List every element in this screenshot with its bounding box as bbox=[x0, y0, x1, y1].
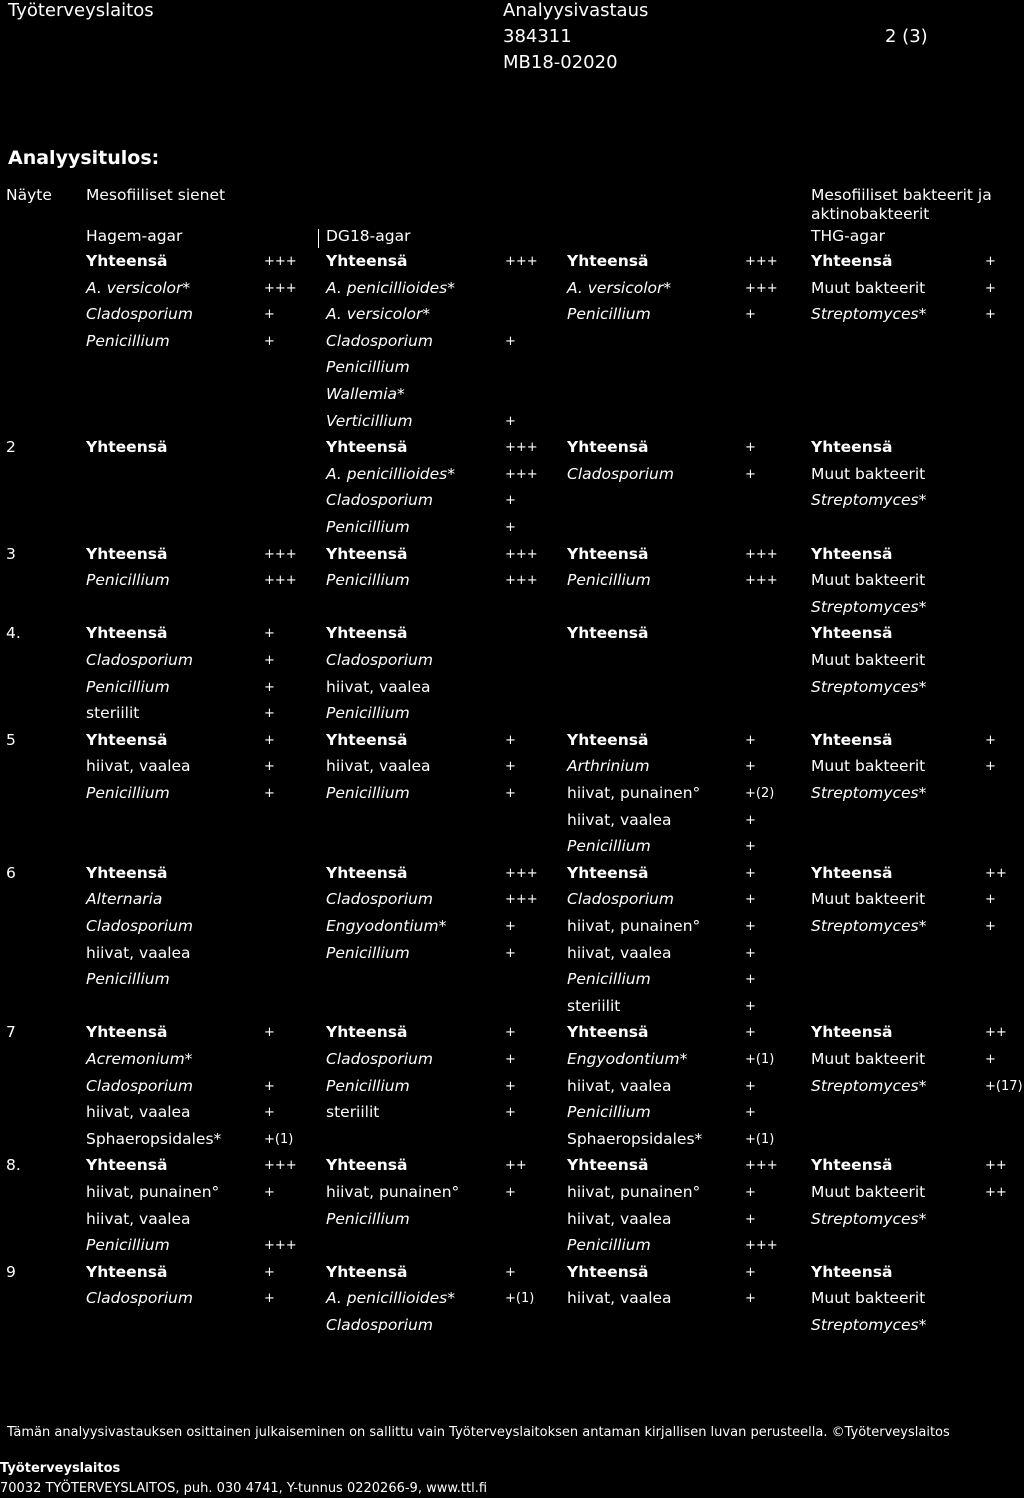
abundance-mark: + bbox=[264, 1185, 275, 1200]
organism-name: Yhteensä bbox=[567, 624, 649, 642]
organism-name: Yhteensä bbox=[567, 545, 649, 563]
abundance-mark: ++ bbox=[985, 1185, 1007, 1200]
organism-name: Penicillium bbox=[326, 358, 410, 376]
organism-name: Yhteensä bbox=[811, 731, 893, 749]
organism-name: Cladosporium bbox=[326, 491, 433, 509]
organism-name: Engyodontium* bbox=[326, 917, 447, 935]
organism-name: Muut bakteerit bbox=[811, 279, 926, 297]
organism-name: hiivat, vaalea bbox=[86, 1103, 191, 1121]
organism-name: Yhteensä bbox=[811, 1263, 893, 1281]
abundance-mark: + bbox=[264, 759, 275, 774]
abundance-mark: + bbox=[745, 759, 756, 774]
organism-name: hiivat, vaalea bbox=[86, 757, 191, 775]
col-header-bacteria: Mesofiiliset bakteerit ja bbox=[811, 186, 992, 204]
organism-name: Yhteensä bbox=[326, 438, 408, 456]
organism-name: Penicillium bbox=[567, 305, 651, 323]
abundance-mark: +(1) bbox=[745, 1132, 775, 1147]
organism-name: Streptomyces* bbox=[811, 491, 927, 509]
organism-name: Penicillium bbox=[326, 704, 410, 722]
organism-name: Penicillium bbox=[326, 1077, 410, 1095]
abundance-mark: +++ bbox=[264, 573, 297, 588]
organism-name: hiivat, vaalea bbox=[326, 757, 431, 775]
organism-name: Yhteensä bbox=[326, 1263, 408, 1281]
organism-name: hiivat, punainen° bbox=[86, 1183, 220, 1201]
organism-name: Muut bakteerit bbox=[811, 571, 926, 589]
organism-name: hiivat, punainen° bbox=[567, 1183, 701, 1201]
sample-number: 3 bbox=[6, 545, 16, 563]
organism-name: Yhteensä bbox=[86, 1156, 168, 1174]
abundance-mark: + bbox=[745, 1265, 756, 1280]
organism-name: Yhteensä bbox=[567, 438, 649, 456]
abundance-mark: +++ bbox=[505, 892, 538, 907]
organism-name: Streptomyces* bbox=[811, 1316, 927, 1334]
abundance-mark: ++ bbox=[985, 866, 1007, 881]
abundance-mark: + bbox=[505, 919, 516, 934]
abundance-mark: ++ bbox=[985, 1158, 1007, 1173]
organism-name: Verticillium bbox=[326, 412, 413, 430]
abundance-mark: + bbox=[264, 1265, 275, 1280]
col-header-dg18-agar: DG18-agar bbox=[326, 227, 411, 245]
abundance-mark: + bbox=[985, 733, 996, 748]
abundance-mark: + bbox=[745, 813, 756, 828]
organism-name: Alternaria bbox=[86, 890, 163, 908]
abundance-mark: +++ bbox=[264, 547, 297, 562]
abundance-mark: + bbox=[985, 919, 996, 934]
abundance-mark: + bbox=[505, 1105, 516, 1120]
abundance-mark: + bbox=[505, 759, 516, 774]
abundance-mark: + bbox=[264, 1025, 275, 1040]
organism-name: Cladosporium bbox=[567, 465, 674, 483]
organism-name: A. penicillioides* bbox=[326, 279, 455, 297]
organism-name: Yhteensä bbox=[86, 624, 168, 642]
organism-name: Muut bakteerit bbox=[811, 1289, 926, 1307]
abundance-mark: + bbox=[264, 307, 275, 322]
organism-name: Penicillium bbox=[567, 1103, 651, 1121]
organism-name: Yhteensä bbox=[326, 1023, 408, 1041]
footer-contact: 70032 TYÖTERVEYSLAITOS, puh. 030 4741, Y-tunnus 0220266-9, www.ttl.fi bbox=[0, 1481, 488, 1496]
abundance-mark: ++ bbox=[985, 1025, 1007, 1040]
abundance-mark: +++ bbox=[505, 254, 538, 269]
page-number: 2 (3) bbox=[885, 26, 928, 47]
organism-name: Penicillium bbox=[326, 944, 410, 962]
abundance-mark: + bbox=[505, 520, 516, 535]
col-header-hagem-agar: Hagem-agar bbox=[86, 227, 183, 245]
organism-name: Yhteensä bbox=[326, 624, 408, 642]
organism-name: Yhteensä bbox=[326, 731, 408, 749]
organism-name: Yhteensä bbox=[326, 1156, 408, 1174]
sample-number: 6 bbox=[6, 864, 16, 882]
abundance-mark: + bbox=[505, 1185, 516, 1200]
organism-name: Muut bakteerit bbox=[811, 651, 926, 669]
organism-name: hiivat, vaalea bbox=[326, 678, 431, 696]
abundance-mark: + bbox=[745, 1291, 756, 1306]
organism-name: Cladosporium bbox=[86, 917, 193, 935]
section-title: Analyysitulos: bbox=[8, 147, 160, 169]
organism-name: Penicillium bbox=[86, 332, 170, 350]
abundance-mark: + bbox=[505, 786, 516, 801]
organism-name: Yhteensä bbox=[811, 545, 893, 563]
organism-name: Penicillium bbox=[567, 571, 651, 589]
organism-name: Yhteensä bbox=[811, 624, 893, 642]
abundance-mark: + bbox=[985, 1052, 996, 1067]
abundance-mark: + bbox=[745, 839, 756, 854]
sample-number: 2 bbox=[6, 438, 16, 456]
abundance-mark: +++ bbox=[745, 1238, 778, 1253]
column-divider bbox=[318, 229, 319, 248]
col-header-thg-agar: THG-agar bbox=[811, 227, 885, 245]
organism-name: Penicillium bbox=[567, 970, 651, 988]
organism-name: Yhteensä bbox=[86, 438, 168, 456]
abundance-mark: + bbox=[745, 1105, 756, 1120]
abundance-mark: + bbox=[745, 1212, 756, 1227]
abundance-mark: +(1) bbox=[264, 1132, 294, 1147]
abundance-mark: +++ bbox=[505, 573, 538, 588]
organism-name: Penicillium bbox=[86, 678, 170, 696]
abundance-mark: + bbox=[264, 680, 275, 695]
organism-name: hiivat, vaalea bbox=[567, 1289, 672, 1307]
organism-name: Cladosporium bbox=[326, 1050, 433, 1068]
abundance-mark: + bbox=[505, 493, 516, 508]
organism-name: Cladosporium bbox=[86, 651, 193, 669]
organism-name: Streptomyces* bbox=[811, 784, 927, 802]
organism-name: Yhteensä bbox=[567, 1263, 649, 1281]
organism-name: Cladosporium bbox=[567, 890, 674, 908]
abundance-mark: +++ bbox=[505, 467, 538, 482]
organism-name: Penicillium bbox=[326, 1210, 410, 1228]
organism-name: Muut bakteerit bbox=[811, 890, 926, 908]
organism-name: hiivat, punainen° bbox=[567, 917, 701, 935]
abundance-mark: + bbox=[745, 892, 756, 907]
organism-name: Yhteensä bbox=[86, 1263, 168, 1281]
organism-name: Yhteensä bbox=[811, 438, 893, 456]
organism-name: Cladosporium bbox=[86, 1289, 193, 1307]
organism-name: Yhteensä bbox=[567, 1023, 649, 1041]
organism-name: Cladosporium bbox=[326, 890, 433, 908]
organism-name: Penicillium bbox=[86, 571, 170, 589]
organism-name: steriilit bbox=[326, 1103, 380, 1121]
sample-number: 9 bbox=[6, 1263, 16, 1281]
abundance-mark: + bbox=[985, 759, 996, 774]
organism-name: Yhteensä bbox=[811, 1156, 893, 1174]
organism-name: Yhteensä bbox=[326, 252, 408, 270]
abundance-mark: + bbox=[985, 892, 996, 907]
abundance-mark: +++ bbox=[505, 547, 538, 562]
abundance-mark: +++ bbox=[264, 254, 297, 269]
abundance-mark: + bbox=[505, 1079, 516, 1094]
organism-name: Cladosporium bbox=[326, 1316, 433, 1334]
abundance-mark: + bbox=[745, 307, 756, 322]
organism-name: hiivat, vaalea bbox=[567, 811, 672, 829]
abundance-mark: + bbox=[745, 440, 756, 455]
abundance-mark: + bbox=[985, 281, 996, 296]
organism-name: A. versicolor* bbox=[567, 279, 672, 297]
abundance-mark: + bbox=[745, 866, 756, 881]
organism-name: Yhteensä bbox=[567, 1156, 649, 1174]
footer-notice: Tämän analyysivastauksen osittainen julkaiseminen on sallittu vain Työterveyslaitoksen antaman kirjallisen luvan perusteella. ©Työterveyslaitos bbox=[7, 1425, 950, 1440]
organism-name: Streptomyces* bbox=[811, 598, 927, 616]
organism-name: Yhteensä bbox=[567, 731, 649, 749]
organism-name: Muut bakteerit bbox=[811, 757, 926, 775]
organism-name: Yhteensä bbox=[811, 1023, 893, 1041]
abundance-mark: + bbox=[745, 733, 756, 748]
abundance-mark: +++ bbox=[745, 547, 778, 562]
organism-name: Acremonium* bbox=[86, 1050, 193, 1068]
organism-name: Yhteensä bbox=[86, 731, 168, 749]
col-header-bacteria-line2: aktinobakteerit bbox=[811, 205, 930, 223]
organism-name: hiivat, vaalea bbox=[567, 944, 672, 962]
abundance-mark: + bbox=[264, 1105, 275, 1120]
sample-number: 5 bbox=[6, 731, 16, 749]
abundance-mark: + bbox=[264, 786, 275, 801]
organism-name: Penicillium bbox=[326, 571, 410, 589]
organism-name: steriilit bbox=[567, 997, 621, 1015]
organism-name: Yhteensä bbox=[326, 545, 408, 563]
abundance-mark: + bbox=[264, 1079, 275, 1094]
organism-name: Yhteensä bbox=[86, 1023, 168, 1041]
abundance-mark: +(17) bbox=[985, 1079, 1023, 1094]
organism-name: A. penicillioides* bbox=[326, 1289, 455, 1307]
abundance-mark: + bbox=[505, 1052, 516, 1067]
organism-name: A. penicillioides* bbox=[326, 465, 455, 483]
organism-name: Penicillium bbox=[86, 1236, 170, 1254]
abundance-mark: +++ bbox=[745, 1158, 778, 1173]
col-header-fungi: Mesofiiliset sienet bbox=[86, 186, 226, 204]
organism-name: Engyodontium* bbox=[567, 1050, 688, 1068]
organism-name: steriilit bbox=[86, 704, 140, 722]
abundance-mark: +++ bbox=[745, 254, 778, 269]
abundance-mark: + bbox=[985, 254, 996, 269]
abundance-mark: + bbox=[264, 733, 275, 748]
organism-name: Cladosporium bbox=[326, 651, 433, 669]
organism-name: Muut bakteerit bbox=[811, 1183, 926, 1201]
abundance-mark: + bbox=[745, 1079, 756, 1094]
abundance-mark: +++ bbox=[264, 281, 297, 296]
organism-name: Cladosporium bbox=[326, 332, 433, 350]
abundance-mark: + bbox=[505, 946, 516, 961]
abundance-mark: + bbox=[264, 706, 275, 721]
abundance-mark: + bbox=[264, 1291, 275, 1306]
organism-name: Yhteensä bbox=[567, 864, 649, 882]
organism-name: Sphaeropsidales* bbox=[567, 1130, 703, 1148]
abundance-mark: +(1) bbox=[745, 1052, 775, 1067]
abundance-mark: + bbox=[745, 999, 756, 1014]
organism-name: Yhteensä bbox=[86, 252, 168, 270]
organism-name: Penicillium bbox=[567, 837, 651, 855]
abundance-mark: + bbox=[505, 1025, 516, 1040]
organism-name: Streptomyces* bbox=[811, 678, 927, 696]
sample-number: 8. bbox=[6, 1156, 21, 1174]
reference-code: MB18-02020 bbox=[503, 52, 618, 73]
organism-name: hiivat, punainen° bbox=[326, 1183, 460, 1201]
organism-name: Cladosporium bbox=[86, 1077, 193, 1095]
organism-name: A. versicolor* bbox=[326, 305, 431, 323]
organism-name: Arthrinium bbox=[567, 757, 650, 775]
organism-name: Muut bakteerit bbox=[811, 1050, 926, 1068]
organism-name: Penicillium bbox=[326, 518, 410, 536]
abundance-mark: + bbox=[745, 467, 756, 482]
abundance-mark: + bbox=[745, 972, 756, 987]
organism-name: Cladosporium bbox=[86, 305, 193, 323]
abundance-mark: + bbox=[505, 334, 516, 349]
organism-name: Yhteensä bbox=[811, 864, 893, 882]
organism-name: Muut bakteerit bbox=[811, 465, 926, 483]
organism-name: Streptomyces* bbox=[811, 917, 927, 935]
abundance-mark: + bbox=[745, 919, 756, 934]
abundance-mark: +++ bbox=[745, 573, 778, 588]
footer-org-name: Työterveyslaitos bbox=[0, 1461, 121, 1476]
abundance-mark: + bbox=[505, 414, 516, 429]
organism-name: hiivat, vaalea bbox=[86, 944, 191, 962]
col-header-sample: Näyte bbox=[6, 186, 52, 204]
abundance-mark: +++ bbox=[505, 440, 538, 455]
abundance-mark: + bbox=[264, 653, 275, 668]
organism-name: Penicillium bbox=[86, 784, 170, 802]
organism-name: Yhteensä bbox=[567, 252, 649, 270]
abundance-mark: + bbox=[505, 1265, 516, 1280]
abundance-mark: +++ bbox=[264, 1158, 297, 1173]
organism-name: A. versicolor* bbox=[86, 279, 191, 297]
abundance-mark: + bbox=[985, 307, 996, 322]
document-type: Analyysivastaus bbox=[503, 0, 649, 21]
abundance-mark: +++ bbox=[745, 281, 778, 296]
abundance-mark: + bbox=[264, 334, 275, 349]
abundance-mark: + bbox=[745, 946, 756, 961]
document-number: 384311 bbox=[503, 26, 572, 47]
org-name: Työterveyslaitos bbox=[8, 0, 154, 21]
sample-number: 4. bbox=[6, 624, 21, 642]
abundance-mark: +++ bbox=[264, 1238, 297, 1253]
abundance-mark: + bbox=[745, 1185, 756, 1200]
organism-name: Penicillium bbox=[86, 970, 170, 988]
organism-name: Wallemia* bbox=[326, 385, 405, 403]
abundance-mark: +++ bbox=[505, 866, 538, 881]
organism-name: Yhteensä bbox=[86, 545, 168, 563]
organism-name: Penicillium bbox=[567, 1236, 651, 1254]
organism-name: Streptomyces* bbox=[811, 1077, 927, 1095]
organism-name: Yhteensä bbox=[86, 864, 168, 882]
organism-name: hiivat, vaalea bbox=[86, 1210, 191, 1228]
organism-name: Sphaeropsidales* bbox=[86, 1130, 222, 1148]
abundance-mark: ++ bbox=[505, 1158, 527, 1173]
organism-name: Streptomyces* bbox=[811, 1210, 927, 1228]
organism-name: hiivat, vaalea bbox=[567, 1077, 672, 1095]
abundance-mark: +(1) bbox=[505, 1291, 535, 1306]
organism-name: Yhteensä bbox=[811, 252, 893, 270]
abundance-mark: + bbox=[505, 733, 516, 748]
abundance-mark: + bbox=[264, 626, 275, 641]
organism-name: hiivat, punainen° bbox=[567, 784, 701, 802]
abundance-mark: + bbox=[745, 1025, 756, 1040]
abundance-mark: +(2) bbox=[745, 786, 775, 801]
sample-number: 7 bbox=[6, 1023, 16, 1041]
organism-name: Penicillium bbox=[326, 784, 410, 802]
organism-name: Yhteensä bbox=[326, 864, 408, 882]
organism-name: hiivat, vaalea bbox=[567, 1210, 672, 1228]
organism-name: Streptomyces* bbox=[811, 305, 927, 323]
